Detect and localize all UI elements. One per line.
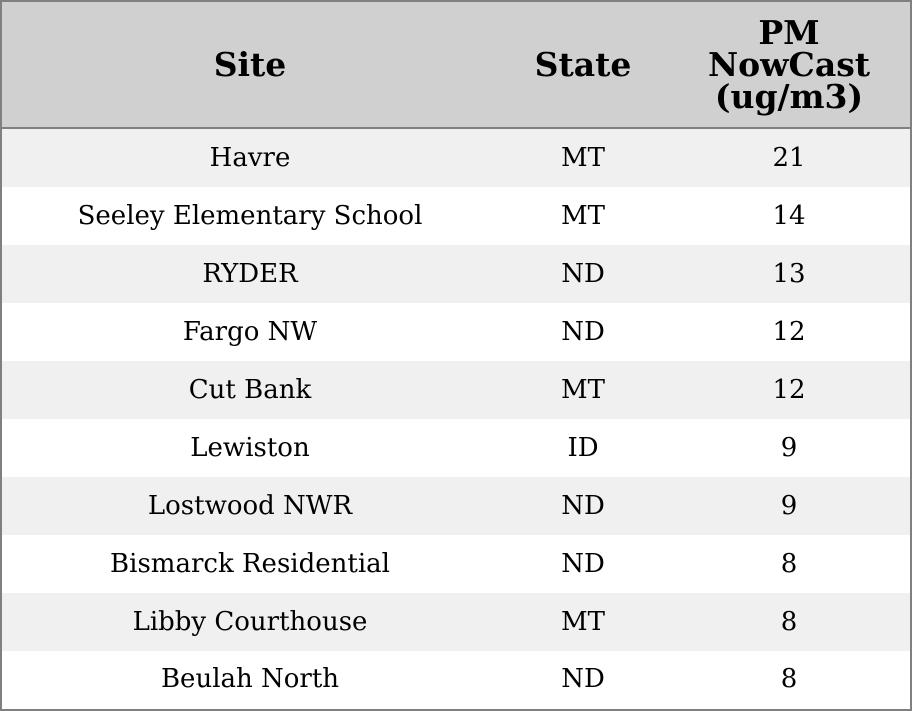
table-row [2, 477, 910, 535]
table-cell-pm-nowcast: 14 [772, 201, 806, 231]
table-cell-pm-nowcast: 9 [780, 433, 798, 463]
table-cell-pm-nowcast: 9 [780, 491, 798, 521]
table-row [2, 419, 910, 477]
table-cell-pm-nowcast: 21 [772, 143, 806, 173]
table-cell-state: MT [561, 143, 605, 173]
table-cell-state: ID [567, 433, 599, 463]
table-cell-site: Libby Courthouse [132, 607, 368, 637]
table-cell-pm-nowcast: 13 [772, 259, 806, 289]
table-row [2, 303, 910, 361]
table-cell-site: Beulah North [160, 664, 340, 694]
table-cell-site: Seeley Elementary School [77, 201, 423, 231]
table-cell-state: ND [561, 259, 605, 289]
table-row [2, 535, 910, 593]
table-cell-pm-nowcast: 8 [780, 664, 798, 694]
table-cell-site: Lewiston [190, 433, 310, 463]
header-cell-pm-nowcast [668, 2, 910, 127]
table-cell-state: ND [561, 549, 605, 579]
table-cell-site: Havre [209, 143, 291, 173]
table-cell-pm-nowcast: 12 [772, 317, 806, 347]
table-cell-site: Lostwood NWR [147, 491, 353, 521]
table-row [2, 361, 910, 419]
table-cell-state: ND [561, 664, 605, 694]
table-cell-state: ND [561, 317, 605, 347]
table-cell-site: RYDER [202, 259, 298, 289]
header-cell-site [2, 2, 498, 127]
table-cell-state: MT [561, 375, 605, 405]
header-label-state: State [534, 44, 632, 84]
table-cell-state: MT [561, 201, 605, 231]
table-row [2, 593, 910, 651]
header-cell-state [498, 2, 668, 127]
table-row [2, 245, 910, 303]
table-row [2, 651, 910, 707]
table-cell-site: Fargo NW [182, 317, 318, 347]
table-row [2, 129, 910, 187]
table-cell-pm-nowcast: 8 [780, 607, 798, 637]
header-label-site: Site [213, 44, 287, 84]
table-cell-pm-nowcast: 12 [772, 375, 806, 405]
table-row [2, 187, 910, 245]
table-cell-site: Bismarck Residential [110, 549, 390, 579]
table-cell-pm-nowcast: 8 [780, 549, 798, 579]
table-cell-site: Cut Bank [188, 375, 312, 405]
table-cell-state: ND [561, 491, 605, 521]
table-header-row [2, 2, 910, 129]
header-label-pm-nowcast: PM NowCast (ug/m3) [707, 12, 871, 116]
table-body [2, 129, 910, 707]
table-cell-state: MT [561, 607, 605, 637]
